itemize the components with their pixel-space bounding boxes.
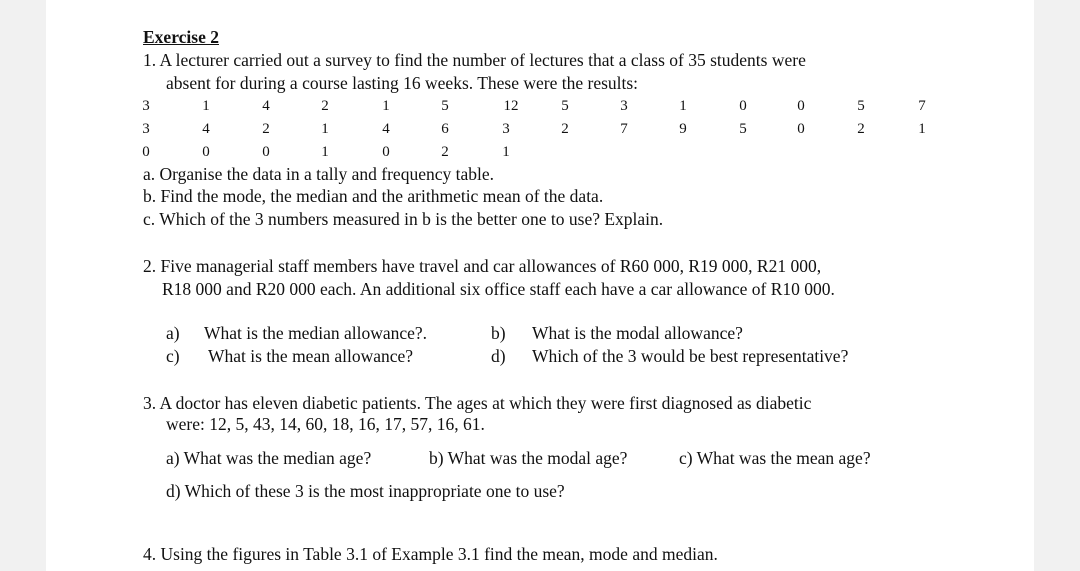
data-cell: 0 <box>262 144 270 160</box>
data-cell: 2 <box>262 121 270 137</box>
q4-line1: 4. Using the figures in Table 3.1 of Example 3.1 find the mean, mode and median. <box>143 544 718 564</box>
q2-b-label: b) <box>491 323 506 343</box>
q3-part-b: b) What was the modal age? <box>429 448 628 468</box>
q2-c-text: What is the mean allowance? <box>208 346 414 366</box>
data-cell: 1 <box>679 98 687 114</box>
q3-part-a: a) What was the median age? <box>166 448 372 468</box>
q2-d-label: d) <box>491 346 506 366</box>
q2-d-text: Which of the 3 would be best representative? <box>532 346 849 366</box>
data-cell: 1 <box>202 98 210 114</box>
data-cell: 7 <box>620 121 628 137</box>
data-cell: 0 <box>739 98 747 114</box>
document-page <box>46 0 1034 571</box>
exercise-title: Exercise 2 <box>143 27 219 47</box>
q3-line1: 3. A doctor has eleven diabetic patients. The ages at which they were first diagnosed as diabetic <box>143 393 812 413</box>
q3-line2: were: 12, 5, 43, 14, 60, 18, 16, 17, 57, 16, 61. <box>166 414 485 434</box>
data-cell: 7 <box>918 98 926 114</box>
q2-line2: R18 000 and R20 000 each. An additional six office staff each have a car allowance of R10 000. <box>162 279 835 299</box>
data-cell: 5 <box>739 121 747 137</box>
q1-part-c: c. Which of the 3 numbers measured in b is the better one to use? Explain. <box>143 209 664 229</box>
data-cell: 2 <box>857 121 865 137</box>
data-cell: 0 <box>382 144 390 160</box>
data-cell: 1 <box>321 121 329 137</box>
q1-part-b: b. Find the mode, the median and the arithmetic mean of the data. <box>143 186 604 206</box>
data-cell: 3 <box>502 121 510 137</box>
data-cell: 1 <box>502 144 510 160</box>
q3-part-c: c) What was the mean age? <box>679 448 871 468</box>
data-cell: 2 <box>441 144 449 160</box>
data-cell: 5 <box>441 98 449 114</box>
data-cell: 1 <box>918 121 926 137</box>
q2-line1: 2. Five managerial staff members have travel and car allowances of R60 000, R19 000, R21 000, <box>143 256 822 276</box>
data-cell: 4 <box>202 121 210 137</box>
data-cell: 1 <box>382 98 390 114</box>
data-cell: 12 <box>503 98 519 114</box>
q2-b-text: What is the modal allowance? <box>532 323 743 343</box>
data-cell: 2 <box>321 98 329 114</box>
q3-part-d: d) Which of these 3 is the most inappropriate one to use? <box>166 481 565 501</box>
data-cell: 4 <box>262 98 270 114</box>
data-cell: 0 <box>142 144 150 160</box>
data-cell: 9 <box>679 121 687 137</box>
q2-c-label: c) <box>166 346 180 366</box>
data-cell: 1 <box>321 144 329 160</box>
data-cell: 4 <box>382 121 390 137</box>
q2-a-label: a) <box>166 323 180 343</box>
data-cell: 3 <box>142 98 150 114</box>
q1-line2: absent for during a course lasting 16 weeks. These were the results: <box>166 73 639 93</box>
q1-part-a: a. Organise the data in a tally and frequency table. <box>143 164 494 184</box>
data-cell: 3 <box>142 121 150 137</box>
data-cell: 5 <box>561 98 569 114</box>
data-cell: 2 <box>561 121 569 137</box>
data-cell: 3 <box>620 98 628 114</box>
data-cell: 6 <box>441 121 449 137</box>
data-cell: 0 <box>202 144 210 160</box>
data-cell: 5 <box>857 98 865 114</box>
data-cell: 0 <box>797 121 805 137</box>
q2-a-text: What is the median allowance?. <box>204 323 428 343</box>
data-cell: 0 <box>797 98 805 114</box>
q1-line1: 1. A lecturer carried out a survey to find the number of lectures that a class of 35 students were <box>143 50 806 70</box>
